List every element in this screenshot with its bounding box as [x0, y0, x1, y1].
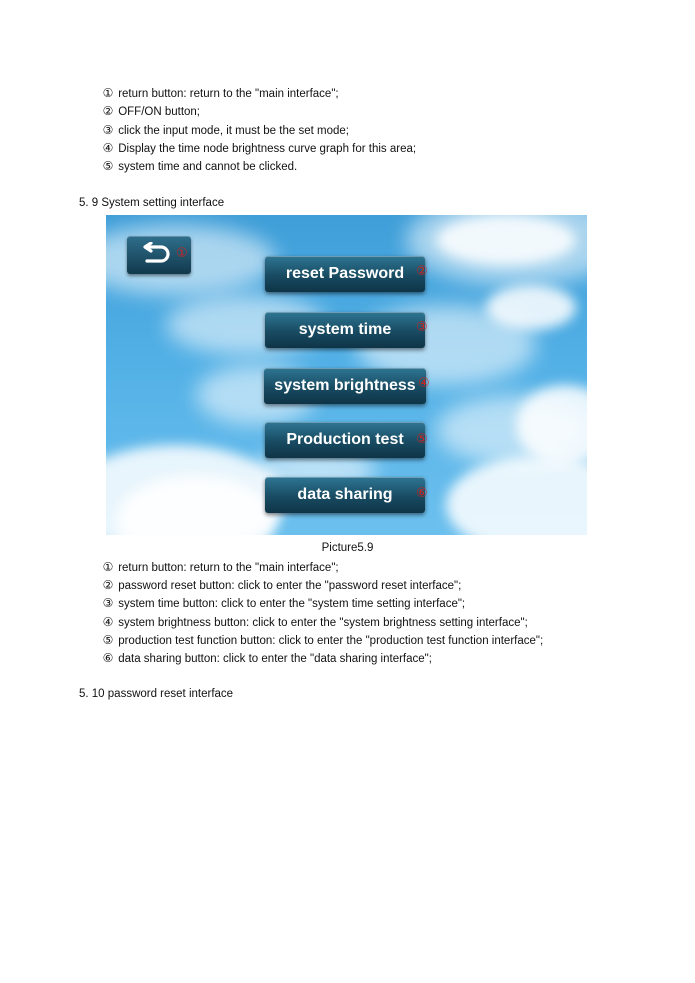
- list-item: [101, 104, 200, 119]
- list-text: system time and cannot be clicked.: [118, 161, 298, 173]
- list-item: [101, 651, 432, 666]
- list-marker: ①: [102, 86, 114, 100]
- list-text: data sharing button: click to enter the "data sharing interface";: [118, 653, 432, 665]
- list-text: password reset button: click to enter the "password reset interface";: [118, 580, 462, 592]
- list-text: return button: return to the "main interface";: [118, 562, 339, 574]
- list-item: [101, 141, 416, 156]
- system-setting-screen: [106, 215, 587, 535]
- section-heading: 5. 10 password reset interface: [79, 688, 234, 700]
- list-text: return button: return to the "main interface";: [118, 88, 339, 100]
- list-marker: ①: [102, 560, 114, 574]
- list-marker: ⑥: [102, 651, 114, 665]
- list-marker: ⑤: [102, 159, 114, 173]
- list-marker: ②: [102, 578, 114, 592]
- list-text: system brightness button: click to enter the "system brightness setting interface";: [118, 617, 528, 629]
- data-sharing-button[interactable]: data sharing: [265, 477, 425, 513]
- reset-password-button[interactable]: reset Password: [265, 256, 425, 292]
- list-item: [101, 633, 543, 648]
- return-arrow-icon: [141, 242, 171, 268]
- system-brightness-button[interactable]: system brightness: [264, 368, 426, 404]
- list-text: OFF/ON button;: [118, 106, 201, 118]
- callout-marker: ⑤: [416, 432, 428, 447]
- list-item: [101, 159, 297, 174]
- list-text: Display the time node brightness curve graph for this area;: [118, 143, 417, 155]
- section-heading: 5. 9 System setting interface: [79, 197, 225, 209]
- list-marker: ③: [102, 596, 114, 610]
- list-marker: ③: [102, 123, 114, 137]
- list-item: [101, 615, 528, 630]
- list-item: [101, 86, 339, 101]
- list-marker: ②: [102, 104, 114, 118]
- callout-marker: ⑥: [416, 486, 428, 501]
- list-item: [101, 596, 465, 611]
- system-time-button[interactable]: system time: [265, 312, 425, 348]
- list-item: [101, 560, 339, 575]
- callout-marker: ③: [416, 320, 428, 335]
- list-text: production test function button: click to enter the "production test function interface";: [118, 635, 544, 647]
- callout-marker: ②: [416, 264, 428, 279]
- list-marker: ④: [102, 141, 114, 155]
- list-item: [101, 578, 461, 593]
- list-marker: ⑤: [102, 633, 114, 647]
- list-text: system time button: click to enter the "system time setting interface";: [118, 598, 466, 610]
- figure-caption: Picture5.9: [321, 542, 374, 554]
- list-text: click the input mode, it must be the set mode;: [118, 125, 349, 137]
- callout-marker: ①: [176, 246, 188, 261]
- list-marker: ④: [102, 615, 114, 629]
- list-item: [101, 123, 349, 138]
- callout-marker: ④: [418, 376, 430, 391]
- production-test-button[interactable]: Production test: [265, 422, 425, 458]
